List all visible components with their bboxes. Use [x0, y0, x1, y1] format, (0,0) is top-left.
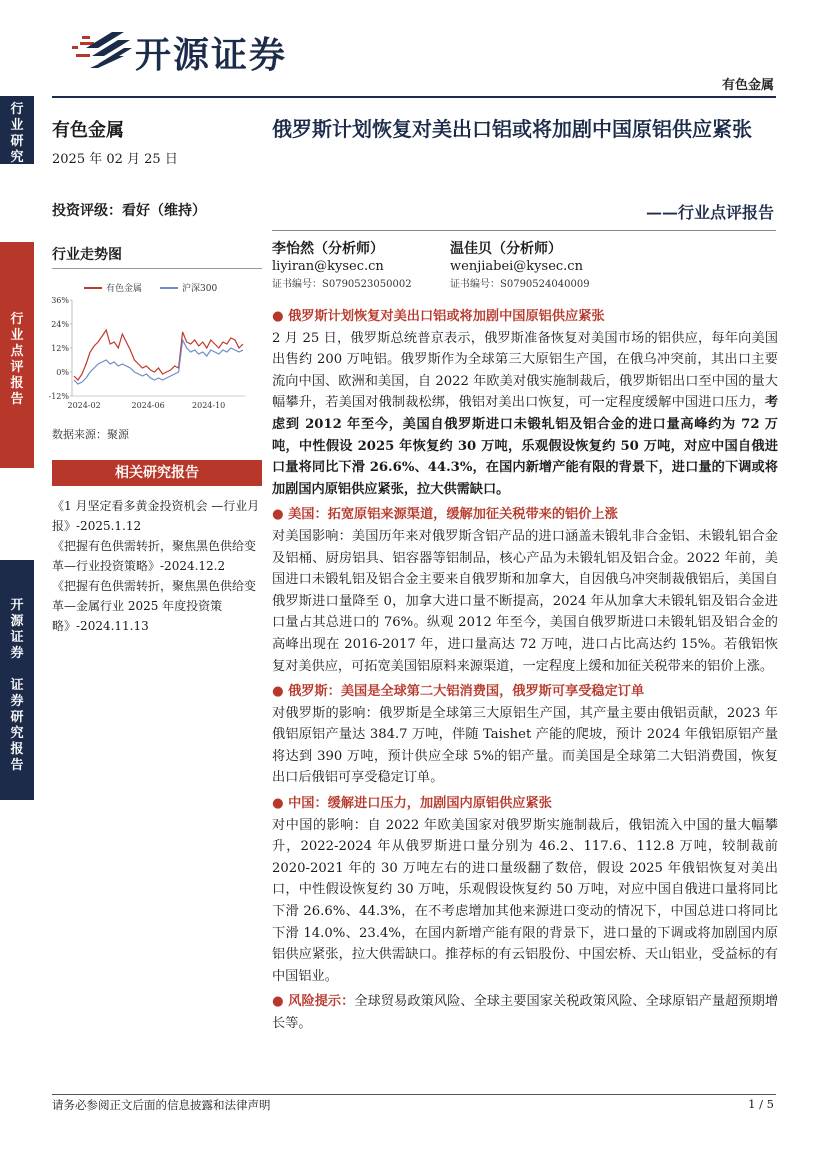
analyst-cert: 证书编号：S0790524040009 [450, 279, 590, 290]
report-type: ——行业点评报告 [645, 203, 774, 222]
y-tick-label: 24% [51, 320, 69, 329]
section-heading-1: ● 俄罗斯计划恢复对美出口铝或将加剧中国原铝供应紧张 [272, 309, 605, 324]
side-tab-kysec-research [0, 560, 34, 800]
trend-rule [52, 268, 262, 269]
y-tick-label: 0% [56, 368, 69, 377]
side-tab-char: 评 [10, 360, 24, 375]
side-tab-char: 告 [10, 392, 24, 407]
bullet-icon: ● [272, 994, 284, 1010]
bullet-icon: ● [272, 507, 284, 523]
related-report-3[interactable]: 《把握有色供需转折，聚焦黑色供给变革—金属行业 2025 年度投资策略》-2024.11.13 [52, 579, 257, 633]
side-tab-char: 行 [10, 312, 24, 327]
header-industry: 有色金属 [721, 78, 774, 93]
side-tab-char: 业 [10, 118, 24, 133]
page-number: 1 / 5 [748, 1097, 774, 1111]
y-tick-label: 36% [51, 296, 69, 305]
legend-label: 有色金属 [106, 284, 143, 294]
side-tab-char: 行 [10, 102, 24, 117]
section-paragraph-4: 对中国的影响：自 2022 年欧美国家对俄罗斯实施制裁后，俄铝流入中国的量大幅攀升，2022-2024 年从俄罗斯进口量分别为 46.2、117.6、112.8 万吨，较制裁前 2020-2021 年的 30 万吨左右的进口量级翻了数倍，假设 2025 年俄铝恢复对美出口，中性假设恢复约 30 万吨，乐观假设恢复约 50 万吨，对应中国自俄进口量将同比下滑 26.6%、44.3%，在不考虑增加其他来源进口变动的情况下，中国总进口将同比下滑 14.0%、23.4%，在国内新增产能有限的背景下，进口量的下调或将加剧国内原铝供应紧张，拉大供需缺口。推荐标的有云铝股份、中国宏桥、天山铝业，受益标的有中国铝业。 [272, 817, 778, 984]
analyst-name: 温佳贝（分析师） [450, 241, 562, 257]
analyst-cert: 证书编号：S0790523050002 [272, 279, 412, 290]
company-name: 开源证券 [135, 35, 288, 76]
side-tab-char: 开 [10, 598, 24, 613]
y-tick-label: 12% [51, 344, 69, 353]
side-tab-char: 点 [10, 344, 24, 359]
side-tab-char: 证 [10, 630, 24, 645]
related-reports-title: 相关研究报告 [52, 460, 262, 486]
bullet-icon: ● [272, 309, 284, 324]
side-tab-char: 研 [10, 710, 24, 725]
analyst-email[interactable]: wenjiabei@kysec.cn [450, 259, 583, 274]
report-date: 2025 年 02 月 25 日 [52, 152, 178, 167]
report-title: 俄罗斯计划恢复对美出口铝或将加剧中国原铝供应紧张 [272, 117, 752, 141]
side-tab-char: 告 [10, 758, 24, 773]
analyst-2 [450, 240, 590, 294]
side-tab-char: 证 [10, 678, 24, 693]
section-heading-4: ● 中国：缓解进口压力，加剧国内原铝供应紧张 [272, 796, 552, 812]
side-tab-char: 源 [10, 614, 24, 629]
investment-rating: 投资评级：看好（维持） [52, 203, 206, 219]
side-tab-industry-comment [0, 242, 34, 468]
footer-disclaimer: 请务必参阅正文后面的信息披露和法律声明 [52, 1098, 271, 1112]
side-tab-char: 究 [10, 150, 24, 165]
risk-warning: ● 风险提示：全球贸易政策风险、全球主要国家关税政策风险、全球原铝产量超预期增长等。 [272, 994, 779, 1031]
section-paragraph-3: 对俄罗斯的影响：俄罗斯是全球第三大原铝生产国，其产量主要由俄铝贡献，2023 年俄铝原铝产量达 384.7 万吨，伴随 Taishet 产能的爬坡，预计 2024 年俄铝原铝产量将达到 390 万吨，预计供应全球 5%的铝产量。而美国是全球第二大铝消费国，恢复出口后俄铝可享受稳定订单。 [272, 705, 778, 786]
footer-rule [52, 1094, 776, 1095]
x-tick-label: 2024-10 [192, 401, 226, 410]
related-reports-list [52, 496, 267, 636]
side-tab-char: 券 [10, 646, 24, 661]
section-heading-3: ● 俄罗斯：美国是全球第二大铝消费国，俄罗斯可享受稳定订单 [272, 684, 645, 700]
bullet-icon: ● [272, 684, 284, 700]
trend-chart [40, 276, 265, 411]
trend-title: 行业走势图 [52, 247, 122, 263]
analyst-email[interactable]: liyiran@kysec.cn [272, 259, 384, 274]
analyst-rule [272, 230, 776, 231]
section-heading-2: ● 美国：拓宽原铝来源渠道，缓解加征关税带来的铝价上涨 [272, 507, 618, 523]
side-tab-char: 业 [10, 328, 24, 343]
section-paragraph-2: 对美国影响：美国历年来对俄罗斯含铝产品的进口涵盖未锻轧非合金铝、未锻轧铝合金及铝桶、厨房铝具、铝容器等铝制品，核心产品为未锻轧铝及铝合金。2022 年前，美国进口未锻轧铝及铝合金主要来自俄罗斯和加拿大，自因俄乌冲突制裁俄铝后，美国自俄罗斯进口量降至 0，加拿大进口量不断提高，2024 年从加拿大未锻轧铝及铝合金进口量占其总进口的 76%。纵观 2012 年至今，美国自俄罗斯进口未锻轧铝及铝合金的高峰出现在 2016-2017 年，进口量高达 72 万吨，进口占比高达约 15%。若俄铝恢复对美供应，可拓宽美国铝原料来源渠道，一定程度上缓和加征关税带来的铝价上涨。 [272, 528, 778, 674]
related-report-2[interactable]: 《把握有色供需转折，聚焦黑色供给变革—行业投资策略》-2024.12.2 [52, 539, 257, 573]
x-tick-label: 2024-02 [67, 401, 101, 410]
side-tab-char [0, 662, 34, 678]
side-tab-industry-research [0, 96, 34, 164]
analyst-name: 李怡然（分析师） [272, 241, 384, 257]
side-tab-char: 报 [10, 742, 24, 757]
section-paragraph-1: 2 月 25 日，俄罗斯总统普京表示，俄罗斯准备恢复对美国市场的铝供应，每年向美国出售约 200 万吨铝。俄罗斯作为全球第三大原铝生产国，在俄乌冲突前，其出口主要流向中国、欧洲和美国，自 2022 年欧美对俄实施制裁后，俄罗斯铝出口至中国的量大幅攀升，若美国对俄制裁松绑，俄铝对美出口恢复，可一定程度缓解中国进口压力，考虑到 2012 年至今，美国自俄罗斯进口未锻轧铝及铝合金的进口量高峰约为 72 万吨，中性假设 2025 年恢复约 30 万吨，乐观假设恢复约 50 万吨，对应中国自俄进口量将同比下滑 26.6%、44.3%，在国内新增产能有限的背景下，进口量的下调或将加剧国内原铝供应紧张，拉大供需缺口。 [272, 330, 778, 497]
report-body [272, 306, 778, 1035]
related-report-1[interactable]: 《1 月坚定看多黄金投资机会 —行业月报》-2025.1.12 [52, 499, 260, 533]
y-tick-label: -12% [48, 392, 69, 401]
side-tab-char: 报 [10, 376, 24, 391]
chart-source: 数据来源：聚源 [52, 428, 129, 441]
side-tab-char: 研 [10, 134, 24, 149]
sector-name: 有色金属 [52, 120, 124, 141]
side-tab-char: 究 [10, 726, 24, 741]
header-rule [52, 96, 776, 98]
analyst-1 [272, 240, 412, 294]
legend-label: 沪深300 [182, 284, 218, 294]
x-tick-label: 2024-06 [131, 401, 165, 410]
series-line-nonferrous [74, 330, 243, 380]
side-tab-char: 券 [10, 694, 24, 709]
bullet-icon: ● [272, 796, 284, 812]
